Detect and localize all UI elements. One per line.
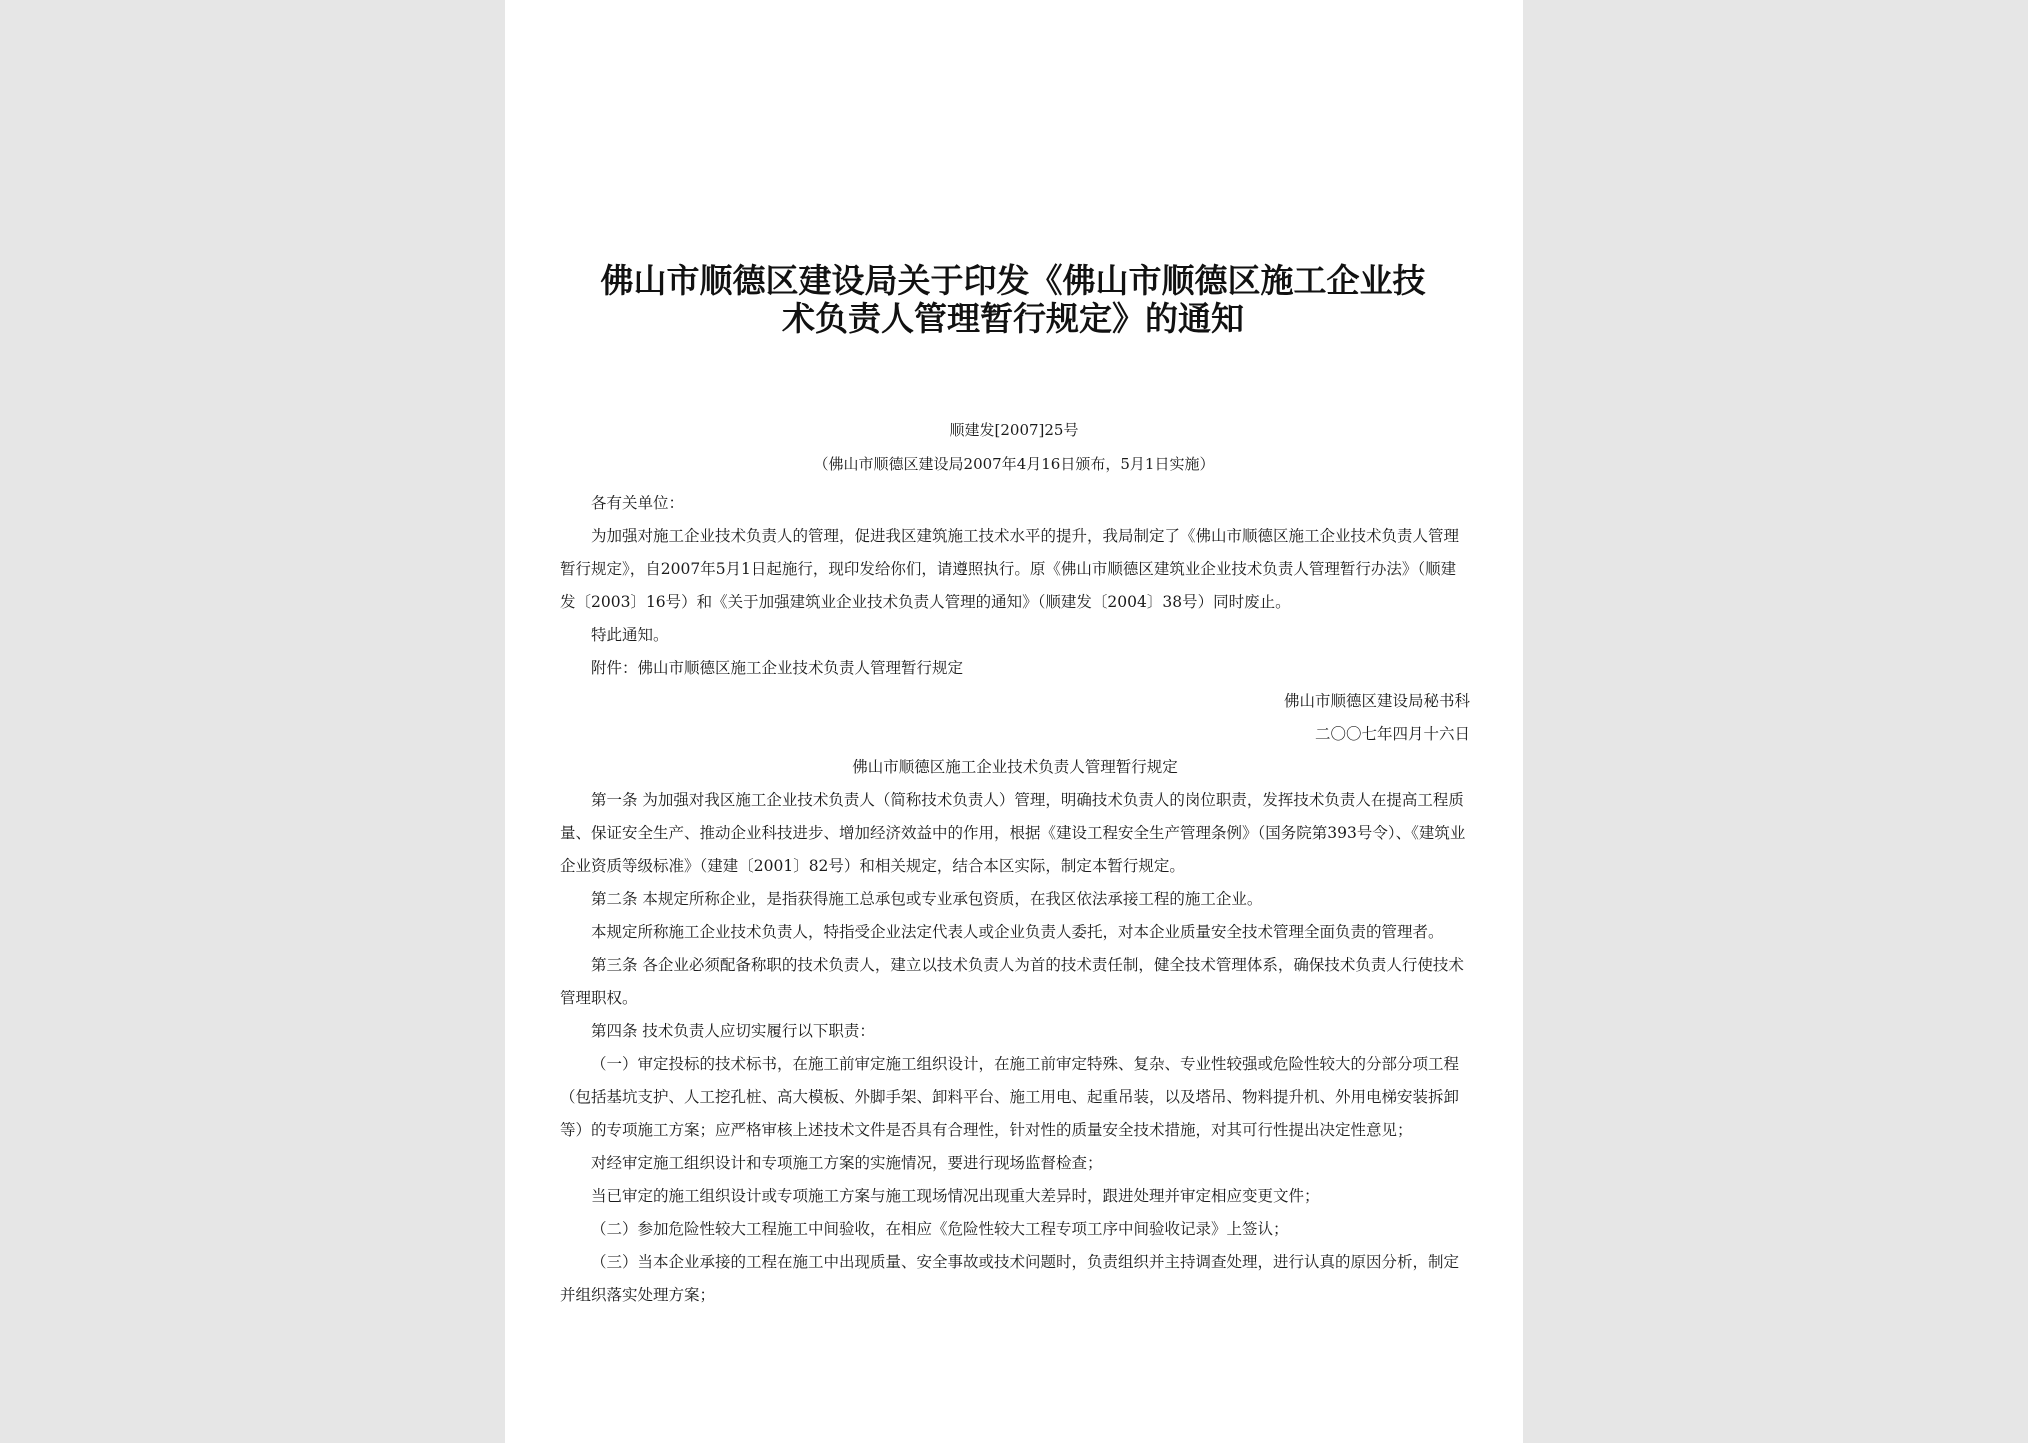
- document-page: [505, 0, 1523, 1443]
- article-4: 第四条 技术负责人应切实履行以下职责：: [591, 1022, 875, 1040]
- attachment-line: 附件：佛山市顺德区施工企业技术负责人管理暂行规定: [591, 659, 964, 677]
- article-2-definition: 本规定所称施工企业技术负责人，特指受企业法定代表人或企业负责人委托，对本企业质量安全技术管理全面负责的管理者。: [591, 923, 1444, 941]
- issue-date: 二〇〇七年四月十六日: [1314, 725, 1470, 743]
- regulation-title: 佛山市顺德区施工企业技术负责人管理暂行规定: [852, 758, 1178, 776]
- salutation: 各有关单位：: [591, 494, 685, 512]
- document-title: 佛山市顺德区建设局关于印发《佛山市顺德区施工企业技术负责人管理暂行规定》的通知: [600, 261, 1426, 338]
- article-4-item-2: （二）参加危险性较大工程施工中间验收，在相应《危险性较大工程专项工序中间验收记录》上签认；: [591, 1220, 1289, 1238]
- article-2: 第二条 本规定所称企业，是指获得施工总承包或专业承包资质，在我区依法承接工程的施工企业。: [591, 890, 1263, 908]
- issue-note: （佛山市顺德区建设局2007年4月16日颁布，5月1日实施）: [813, 455, 1215, 473]
- notice-line: 特此通知。: [591, 626, 669, 644]
- document-number: 顺建发[2007]25号: [949, 421, 1079, 439]
- article-4-item-1: （一）审定投标的技术标书，在施工前审定施工组织设计，在施工前审定特殊、复杂、专业性较强或危险性较大的分部分项工程（包括基坑支护、人工挖孔桩、高大模板、外脚手架、卸料平台、施工用电、起重吊装，以及塔吊、物料提升机、外用电梯安装拆卸等）的专项施工方案；应严格审核上述技术文件是否具有合理性，针对性的质量安全技术措施，对其可行性提出决定性意见；: [560, 1055, 1460, 1139]
- article-4-item-1-change: 当已审定的施工组织设计或专项施工方案与施工现场情况出现重大差异时，跟进处理并审定相应变更文件；: [591, 1187, 1320, 1205]
- article-4-item-1-supervision: 对经审定施工组织设计和专项施工方案的实施情况，要进行现场监督检查；: [591, 1154, 1103, 1172]
- article-3: 第三条 各企业必须配备称职的技术负责人，建立以技术负责人为首的技术责任制，健全技术管理体系，确保技术负责人行使技术管理职权。: [560, 956, 1464, 1007]
- article-4-item-3: （三）当本企业承接的工程在施工中出现质量、安全事故或技术问题时，负责组织并主持调查处理，进行认真的原因分析，制定并组织落实处理方案；: [560, 1253, 1460, 1304]
- document-body: [560, 487, 1470, 1312]
- article-1: 第一条 为加强对我区施工企业技术负责人（简称技术负责人）管理，明确技术负责人的岗位职责，发挥技术负责人在提高工程质量、保证安全生产、推动企业科技进步、增加经济效益中的作用，根据《建设工程安全生产管理条例》（国务院第393号令）、《建筑业企业资质等级标准》（建建〔2001〕82号）和相关规定，结合本区实际，制定本暂行规定。: [560, 791, 1466, 875]
- issuer: 佛山市顺德区建设局秘书科: [1283, 692, 1470, 710]
- intro-paragraph: 为加强对施工企业技术负责人的管理，促进我区建筑施工技术水平的提升，我局制定了《佛山市顺德区施工企业技术负责人管理暂行规定》，自2007年5月1日起施行，现印发给你们，请遵照执行。原《佛山市顺德区建筑业企业技术负责人管理暂行办法》（顺建发〔2003〕16号）和《关于加强建筑业企业技术负责人管理的通知》（顺建发〔2004〕38号）同时废止。: [560, 527, 1460, 611]
